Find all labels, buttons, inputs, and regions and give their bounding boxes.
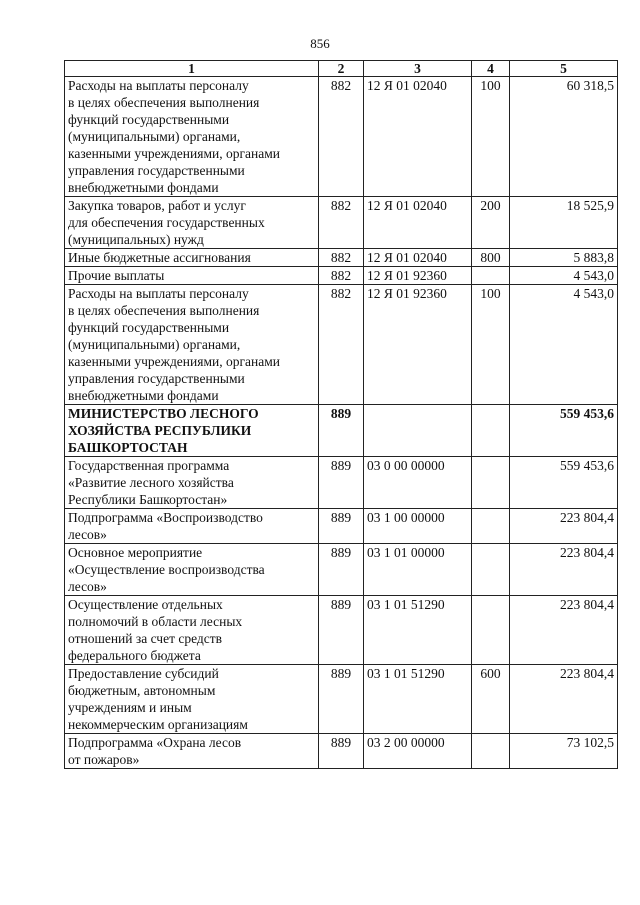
row-expense-type — [472, 544, 510, 596]
row-expense-type: 100 — [472, 77, 510, 197]
header-col-2: 2 — [319, 61, 364, 77]
row-amount: 559 453,6 — [510, 457, 618, 509]
table-row — [65, 77, 618, 197]
row-amount: 223 804,4 — [510, 596, 618, 665]
row-program-code: 03 1 01 00000 — [364, 544, 472, 596]
row-amount: 60 318,5 — [510, 77, 618, 197]
row-program-code: 03 1 01 51290 — [364, 596, 472, 665]
row-code: 882 — [319, 249, 364, 267]
row-name: Государственная программа «Развитие лесного хозяйства Республики Башкортостан» — [65, 457, 319, 509]
table-row — [65, 596, 618, 665]
row-name: Закупка товаров, работ и услуг для обеспечения государственных (муниципальных) нужд — [65, 197, 319, 249]
row-name: Предоставление субсидий бюджетным, автономным учреждениям и иным некоммерческим организациям — [65, 665, 319, 734]
table-row — [65, 405, 618, 457]
row-amount: 18 525,9 — [510, 197, 618, 249]
table-row — [65, 665, 618, 734]
row-program-code: 03 1 00 00000 — [364, 509, 472, 544]
header-col-4: 4 — [472, 61, 510, 77]
row-program-code: 12 Я 01 92360 — [364, 285, 472, 405]
page-number: 856 — [310, 36, 330, 51]
row-amount: 223 804,4 — [510, 509, 618, 544]
row-code: 889 — [319, 544, 364, 596]
header-col-3: 3 — [364, 61, 472, 77]
row-name: Подпрограмма «Охрана лесов от пожаров» — [65, 734, 319, 769]
header-col-1: 1 — [65, 61, 319, 77]
row-code: 882 — [319, 197, 364, 249]
row-expense-type: 200 — [472, 197, 510, 249]
row-program-code: 03 2 00 00000 — [364, 734, 472, 769]
row-amount: 559 453,6 — [510, 405, 618, 457]
table-row — [65, 457, 618, 509]
table-row — [65, 285, 618, 405]
row-name: Иные бюджетные ассигнования — [65, 249, 319, 267]
row-expense-type — [472, 596, 510, 665]
table-row — [65, 544, 618, 596]
row-program-code: 12 Я 01 02040 — [364, 249, 472, 267]
row-code: 889 — [319, 405, 364, 457]
row-expense-type: 800 — [472, 249, 510, 267]
row-name: Основное мероприятие «Осуществление воспроизводства лесов» — [65, 544, 319, 596]
row-name: Подпрограмма «Воспроизводство лесов» — [65, 509, 319, 544]
table-body — [65, 77, 618, 769]
table-row — [65, 197, 618, 249]
row-name: Осуществление отдельных полномочий в области лесных отношений за счет средств федерального бюджета — [65, 596, 319, 665]
row-expense-type — [472, 405, 510, 457]
table-row — [65, 249, 618, 267]
budget-table — [64, 60, 618, 769]
row-program-code: 12 Я 01 02040 — [364, 197, 472, 249]
row-amount: 4 543,0 — [510, 267, 618, 285]
header-col-5: 5 — [510, 61, 618, 77]
row-amount: 73 102,5 — [510, 734, 618, 769]
row-program-code — [364, 405, 472, 457]
row-name: Прочие выплаты — [65, 267, 319, 285]
row-code: 882 — [319, 267, 364, 285]
row-code: 889 — [319, 596, 364, 665]
row-name: Расходы на выплаты персоналу в целях обеспечения выполнения функций государственными (муниципальными) органами, казенными учреждениями, органами управления государственными внебюджетными фондами — [65, 77, 319, 197]
table-header-row — [65, 61, 618, 77]
row-expense-type — [472, 734, 510, 769]
row-expense-type — [472, 267, 510, 285]
row-expense-type: 600 — [472, 665, 510, 734]
row-expense-type — [472, 457, 510, 509]
table-row — [65, 734, 618, 769]
row-code: 882 — [319, 285, 364, 405]
row-expense-type — [472, 509, 510, 544]
row-program-code: 03 0 00 00000 — [364, 457, 472, 509]
row-code: 889 — [319, 457, 364, 509]
row-name: Расходы на выплаты персоналу в целях обеспечения выполнения функций государственными (муниципальными) органами, казенными учреждениями, органами управления государственными внебюджетными фондами — [65, 285, 319, 405]
row-code: 889 — [319, 665, 364, 734]
row-amount: 223 804,4 — [510, 544, 618, 596]
row-program-code: 03 1 01 51290 — [364, 665, 472, 734]
row-code: 889 — [319, 509, 364, 544]
row-program-code: 12 Я 01 02040 — [364, 77, 472, 197]
row-amount: 223 804,4 — [510, 665, 618, 734]
row-code: 882 — [319, 77, 364, 197]
row-amount: 5 883,8 — [510, 249, 618, 267]
table-row — [65, 509, 618, 544]
table-row — [65, 267, 618, 285]
row-name: МИНИСТЕРСТВО ЛЕСНОГО ХОЗЯЙСТВА РЕСПУБЛИКИ БАШКОРТОСТАН — [65, 405, 319, 457]
row-amount: 4 543,0 — [510, 285, 618, 405]
row-program-code: 12 Я 01 92360 — [364, 267, 472, 285]
row-code: 889 — [319, 734, 364, 769]
row-expense-type: 100 — [472, 285, 510, 405]
